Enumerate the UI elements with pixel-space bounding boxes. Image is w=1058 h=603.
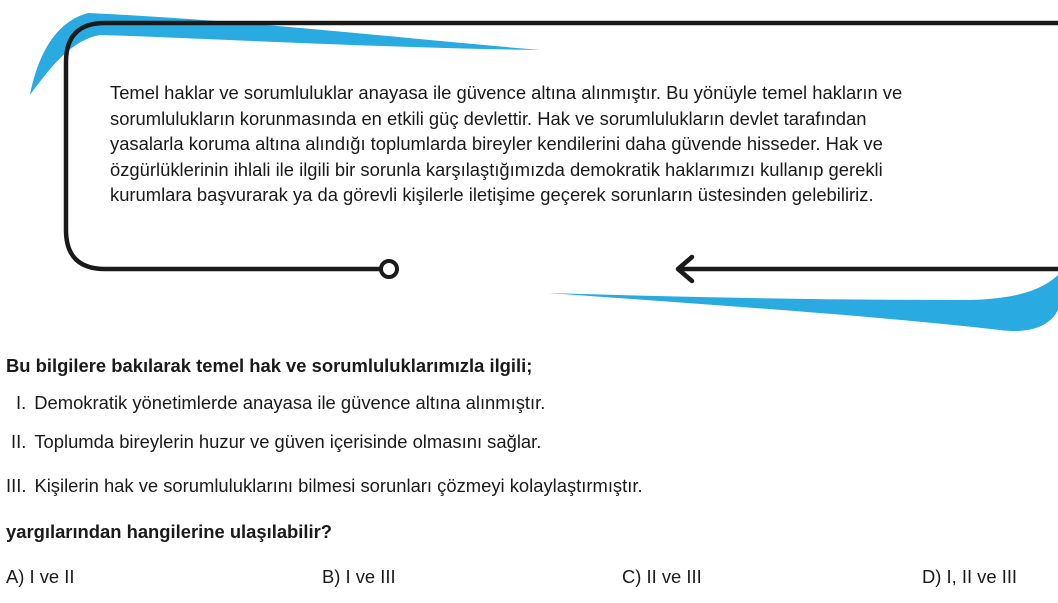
option-b[interactable]: B) I ve III [322,566,396,587]
question-ending: yargılarından hangilerine ulaşılabilir? [6,521,333,542]
statement-text: Toplumda bireylerin huzur ve güven içerisinde olmasını sağlar. [34,431,542,452]
statement-text: Demokratik yönetimlerde anayasa ile güvence altına alınmıştır. [34,392,546,413]
passage-line: kurumlara başvurarak ya da görevli kişilerle iletişime geçerek sorunların üstesinden gelebiliriz. [110,184,874,205]
option-a[interactable]: A) I ve II [6,566,75,587]
statement-2 [11,431,541,453]
passage-line: Temel haklar ve sorumluluklar anayasa ile güvence altına alınmıştır. Bu yönüyle temel hakların ve [110,82,903,103]
statement-text: Kişilerin hak ve sorumluluklarını bilmesi sorunları çözmeyi kolaylaştırmıştır. [34,475,643,496]
passage-line: özgürlüklerinin ihlali ile ilgili bir sorunla karşılaştığımızda demokratik haklarımızı kullanıp gerekli [110,158,883,180]
option-d[interactable]: D) I, II ve III [922,566,1018,587]
passage-text [110,80,1030,208]
option-c[interactable]: C) II ve III [622,566,702,587]
statement-number: III. [6,475,27,496]
question-stem: Bu bilgilere bakılarak temel hak ve sorumluluklarımızla ilgili; [6,355,533,376]
statement-1 [16,392,545,414]
statement-number: II. [11,431,27,452]
passage-line: yasalarla koruma altına alındığı toplumlarda bireyler kendilerini daha güvende hisseder. Hak ve [110,133,883,154]
statement-3 [6,475,643,497]
frame-circle-end [381,261,397,277]
blue-swoosh-bottom [548,275,1058,331]
statement-number: I. [16,392,27,413]
passage-line: sorumlulukların korunmasında en etkili güç devlettir. Hak ve sorumlulukların devlet tarafından [110,107,867,129]
